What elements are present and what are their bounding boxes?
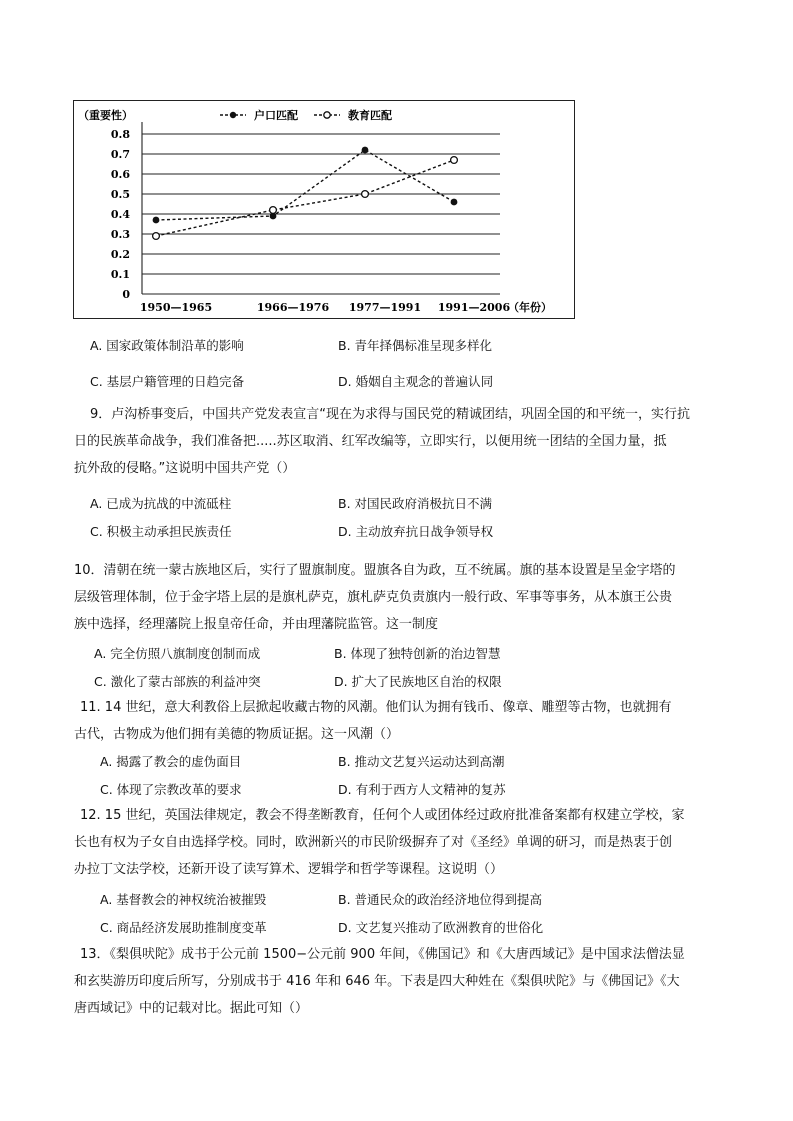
data-point-jiaoyu [270,207,277,214]
y-tick-label: 0.5 [110,188,130,201]
legend-label-jiaoyu: 教育匹配 [348,109,392,122]
q11-line-2: 古代，古物成为他们拥有美德的物质证据。这一风潮（） [74,727,400,742]
q8-option-d[interactable]: D. 婚姻自主观念的普遍认同 [338,374,494,389]
y-tick-label: 0.1 [110,268,130,281]
q12-option-c[interactable]: C. 商品经济发展助推制度变革 [100,920,267,935]
x-tick-label: 1966—1976 [256,301,330,314]
y-axis-label: （重要性） [78,109,133,122]
data-point-jiaoyu [362,191,369,198]
series-line-0 [156,150,454,220]
q9-option-c[interactable]: C. 积极主动承担民族责任 [90,524,232,539]
q9-option-b[interactable]: B. 对国民政府消极抗日不满 [338,496,493,511]
q10-line-3: 族中选择，经理藩院上报皇帝任命，并由理藩院监管。这一制度 [74,617,439,632]
q10-line-1: 10．清朝在统一蒙古族地区后，实行了盟旗制度。盟旗各自为政，互不统属。旗的基本设置是呈金字塔的 [74,563,676,578]
q12-option-b[interactable]: B. 普通民众的政治经济地位得到提高 [338,892,543,907]
q10-stem [74,557,724,638]
chart-series [153,147,458,240]
q12-option-a[interactable]: A. 基督教会的神权统治被摧毁 [100,892,267,907]
data-point-hukou [451,199,458,206]
q11-option-c[interactable]: C. 体现了宗教改革的要求 [100,782,242,797]
legend-marker-jiaoyu [324,112,330,118]
y-tick-label: 0.3 [110,228,130,241]
series-line-1 [156,160,454,236]
legend-marker-hukou [230,112,236,118]
legend-label-hukou: 户口匹配 [254,109,298,122]
q10-option-d[interactable]: D. 扩大了民族地区自治的权限 [334,674,502,689]
q13-line-1: 13．《梨俱吠陀》成书于公元前 1500−公元前 900 年间，《佛国记》和《大唐西域记》是中国求法僧法显 [80,947,685,962]
chart-grid [142,122,500,294]
q9-stem [74,401,724,482]
q8-option-b[interactable]: B. 青年择偶标准呈现多样化 [338,338,493,353]
x-tick-label: 1991—2006 [437,301,511,314]
x-tick-label: 1950—1965 [139,301,213,314]
q9-line-3: 抗外敌的侵略。”这说明中国共产党（） [74,461,296,476]
q10-option-b[interactable]: B. 体现了独特创新的治边智慧 [334,646,501,661]
y-tick-label: 0.4 [110,208,130,221]
x-tick-labels [140,301,511,314]
line-chart [74,101,573,317]
q9-option-a[interactable]: A. 已成为抗战的中流砥柱 [90,496,232,511]
data-point-hukou [362,147,369,154]
x-axis-label: （年份） [508,301,552,314]
q11-option-a[interactable]: A. 揭露了教会的虚伪面目 [100,754,242,769]
y-tick-label: 0.6 [110,168,130,181]
y-tick-label: 0 [122,288,130,301]
y-tick-labels [111,128,130,301]
q8-option-c[interactable]: C. 基层户籍管理的日趋完备 [90,374,245,389]
q11-option-d[interactable]: D. 有利于西方人文精神的复苏 [338,782,506,797]
q12-option-d[interactable]: D. 文艺复兴推动了欧洲教育的世俗化 [338,920,544,935]
q9-line-1: 9．卢沟桥事变后，中国共产党发表宣言“现在为求得与国民党的精诚团结，巩固全国的和平统一，实行抗 [90,407,691,422]
y-tick-label: 0.8 [110,128,130,141]
x-tick-label: 1977—1991 [348,301,422,314]
chart-legend [220,108,392,122]
q9-option-d[interactable]: D. 主动放弃抗日战争领导权 [338,524,494,539]
y-tick-label: 0.7 [110,148,130,161]
q11-stem [74,694,724,748]
q8-option-a[interactable]: A. 国家政策体制沿革的影响 [90,338,244,353]
data-point-jiaoyu [153,233,160,240]
q12-stem [74,802,724,883]
q10-line-2: 层级管理体制，位于金字塔上层的是旗札萨克，旗札萨克负责旗内一般行政、军事等事务，从本旗王公贵 [74,590,673,605]
q12-line-2: 长也有权为子女自由选择学校。同时，欧洲新兴的市民阶级摒弃了对《圣经》单调的研习，而是热衷于创 [74,835,673,850]
y-tick-label: 0.2 [110,248,130,261]
q11-option-b[interactable]: B. 推动文艺复兴运动达到高潮 [338,754,505,769]
q9-line-2: 日的民族革命战争，我们准备把.....苏区取消、红军改编等，立即实行，以便用统一团结的全国力量，抵 [74,434,667,449]
q13-line-3: 唐西域记》中的记载对比。据此可知（） [74,1001,309,1016]
q10-option-a[interactable]: A. 完全仿照八旗制度创制而成 [94,646,261,661]
q11-line-1: 11. 14 世纪，意大利教俗上层掀起收藏古物的风潮。他们认为拥有钱币、像章、雕塑等古物，也就拥有 [80,700,672,715]
q13-line-2: 和玄奘游历印度后所写，分别成书于 416 年和 646 年。下表是四大种姓在《梨俱吠陀》与《佛国记》《大 [74,974,680,989]
data-point-hukou [153,217,160,224]
q10-option-c[interactable]: C. 激化了蒙古部族的利益冲突 [94,674,261,689]
q13-stem [74,941,724,1022]
chart-frame [73,100,575,319]
q12-line-3: 办拉丁文法学校，还新开设了读写算术、逻辑学和哲学等课程。这说明（） [74,862,504,877]
data-point-jiaoyu [451,157,458,164]
q12-line-1: 12. 15 世纪，英国法律规定，教会不得垄断教育，任何个人或团体经过政府批准备案都有权建立学校，家 [80,808,685,823]
